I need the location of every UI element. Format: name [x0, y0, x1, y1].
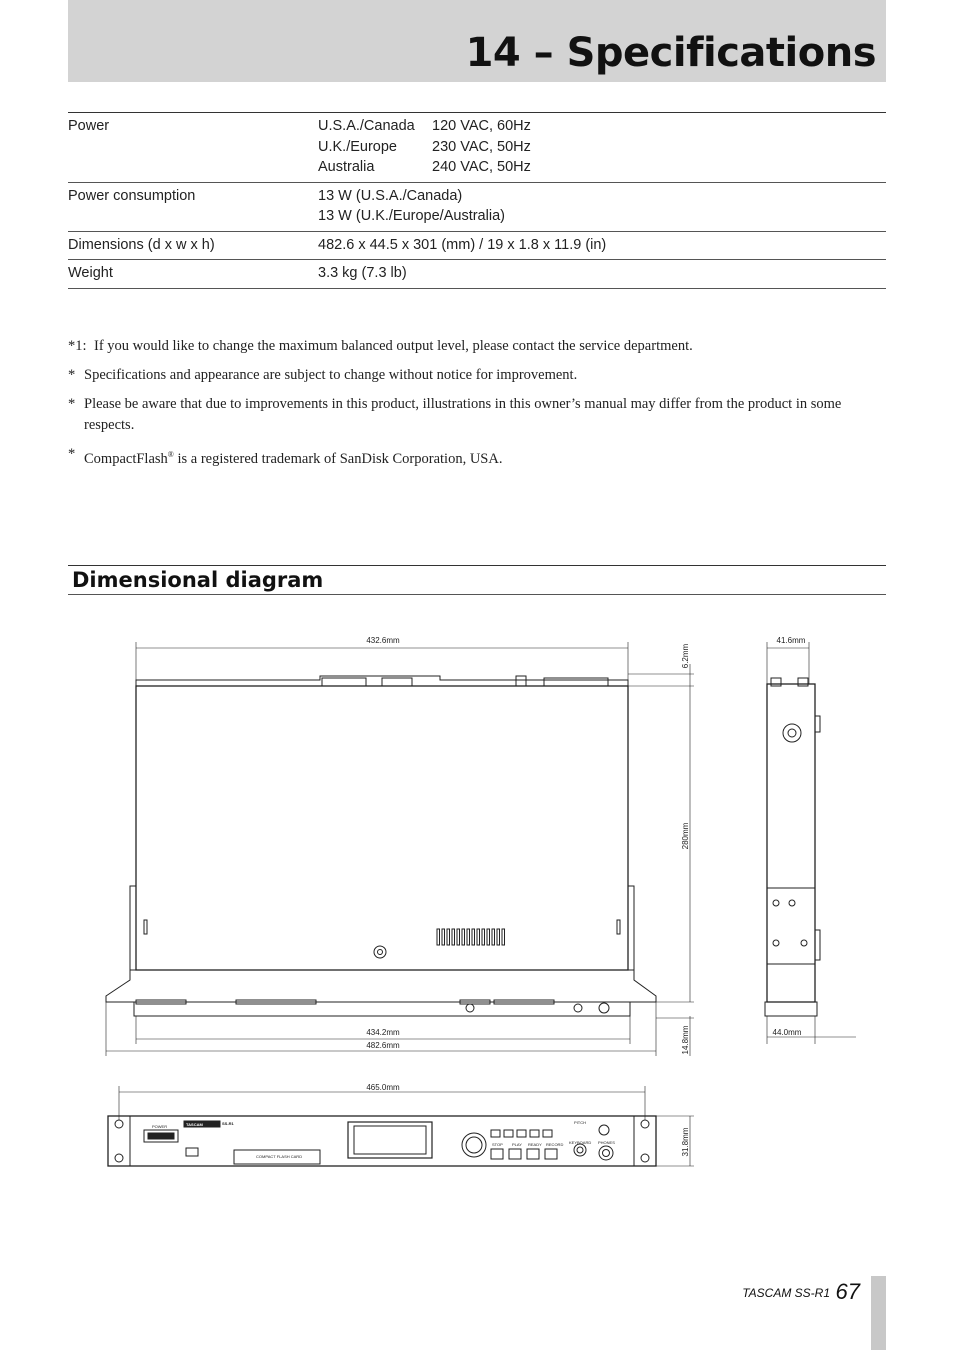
panel-keyboard-label: KEYBOARD	[569, 1140, 592, 1145]
panel-record-label: RECORD	[546, 1142, 564, 1147]
dim-outer-width: 482.6mm	[366, 1041, 400, 1050]
spec-value: 3.3 kg (7.3 lb)	[318, 265, 407, 281]
vent-slot	[467, 929, 470, 945]
panel-power-label: POWER	[152, 1124, 168, 1129]
dim-front-height: 31.8mm	[681, 1127, 690, 1157]
dim-top-depth: 6.2mm	[681, 643, 690, 669]
spec-value: 482.6 x 44.5 x 301 (mm) / 19 x 1.8 x 11.9 (in)	[318, 236, 607, 253]
registered-mark: ®	[167, 450, 174, 459]
spec-value: 120 VAC, 60Hz	[432, 118, 531, 134]
panel-card-label: COMPACT FLASH CARD	[256, 1154, 303, 1159]
panel-ready-label: READY	[528, 1142, 542, 1147]
footnote-mark: *	[68, 446, 76, 462]
footnote-mark: *	[68, 396, 76, 412]
vent-slot	[477, 929, 480, 945]
spec-label: Power consumption	[68, 187, 196, 204]
panel-pitch-label: PITCH	[574, 1120, 586, 1125]
panel-phones-label: PHONES	[598, 1140, 615, 1145]
vent-slot	[447, 929, 450, 945]
footnote-mark: *	[68, 367, 76, 383]
spec-value: 13 W (U.K./Europe/Australia)	[318, 208, 505, 224]
vent-slot	[502, 929, 505, 945]
panel-model: SS-R1	[222, 1121, 234, 1126]
menu-button	[491, 1130, 500, 1137]
spec-value: U.K./Europe	[318, 138, 397, 155]
dim-inner-width: 434.2mm	[366, 1028, 400, 1037]
footnote-mark: *1:	[68, 338, 87, 354]
section-title: Dimensional diagram	[72, 568, 324, 592]
spec-label: Power	[68, 118, 110, 134]
spec-value: 13 W (U.S.A./Canada)	[318, 187, 463, 204]
panel-stop-label: STOP	[492, 1142, 503, 1147]
menu-button	[517, 1130, 526, 1137]
footer-brand: TASCAM SS-R1	[742, 1286, 830, 1300]
panel-play-label: PLAY	[512, 1142, 522, 1147]
footnote-text: Specifications and appearance are subject to change without notice for improvement.	[84, 367, 578, 383]
dim-front-depth: 14.8mm	[681, 1025, 690, 1055]
footnote-text: If you would like to change the maximum balanced output level, please contact the service department.	[94, 338, 693, 354]
footnote-text: CompactFlash® is a registered trademark of SanDisk Corporation, USA.	[84, 450, 503, 467]
spec-label: Weight	[68, 265, 113, 281]
page-number: 67	[835, 1279, 860, 1304]
footer-bar	[871, 1276, 886, 1350]
dim-front-width: 465.0mm	[366, 1083, 400, 1092]
transport-button	[491, 1149, 503, 1159]
dim-side-width: 41.6mm	[776, 636, 806, 645]
spec-label: Dimensions (d x w x h)	[68, 236, 215, 253]
menu-button	[530, 1130, 539, 1137]
page-title: 14 – Specifications	[465, 30, 876, 76]
menu-button	[543, 1130, 552, 1137]
vent-slot	[462, 929, 465, 945]
vent-slot	[452, 929, 455, 945]
spec-value: Australia	[318, 159, 375, 175]
footnote-text: Please be aware that due to improvements in this product, illustrations in this owner’s manual may differ from the product in some respects.	[84, 396, 842, 433]
vent-slot	[487, 929, 490, 945]
vent-slot	[492, 929, 495, 945]
transport-button	[509, 1149, 521, 1159]
vent-slot	[457, 929, 460, 945]
dim-top-width: 432.6mm	[366, 636, 400, 645]
vent-slot	[497, 929, 500, 945]
spec-value: 230 VAC, 50Hz	[432, 138, 531, 155]
vent-slot	[472, 929, 475, 945]
spec-value: 240 VAC, 50Hz	[432, 159, 531, 175]
transport-button	[527, 1149, 539, 1159]
vent-slot	[442, 929, 445, 945]
menu-button	[504, 1130, 513, 1137]
vent-slot	[437, 929, 440, 945]
spec-value: U.S.A./Canada	[318, 118, 415, 134]
panel-brand: TASCAM	[186, 1122, 203, 1127]
transport-button	[545, 1149, 557, 1159]
vent-slot	[482, 929, 485, 945]
dim-side-height: 44.0mm	[772, 1028, 802, 1037]
dim-depth: 280mm	[681, 822, 690, 850]
